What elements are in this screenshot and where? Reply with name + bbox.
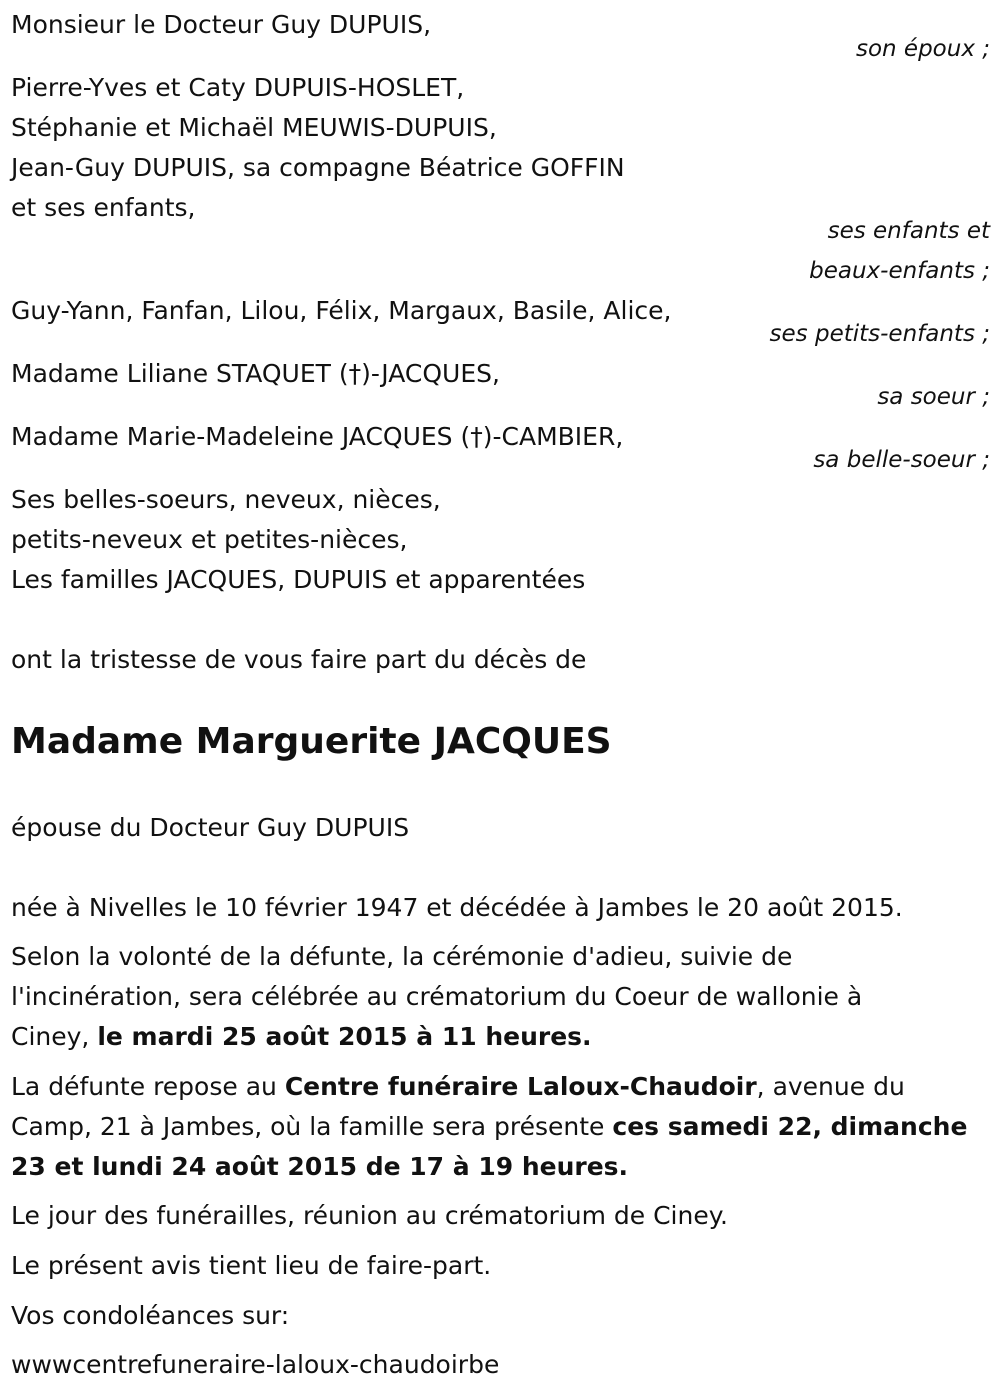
children-line-3: Jean-Guy DUPUIS, sa compagne Béatrice GOFFIN [11,153,625,182]
children-line-2: Stéphanie et Michaël MEUWIS-DUPUIS, [11,113,497,142]
visitation-line-1 [11,1072,905,1102]
children-line-4: et ses enfants, [11,193,196,222]
others-line-3: Les familles JACQUES, DUPUIS et apparentées [11,565,586,594]
grandchildren-names: Guy-Yann, Fanfan, Lilou, Félix, Margaux, Basile, Alice, [11,296,672,325]
ceremony-date: le mardi 25 août 2015 à 11 heures. [97,1022,592,1051]
children-relation-2: beaux-enfants ; [809,258,990,284]
deceased-name: Madame Marguerite JACQUES [11,721,612,762]
condolences-label: Vos condoléances sur: [11,1301,290,1330]
visitation-intro: La défunte repose au [11,1072,285,1101]
others-line-1: Ses belles-soeurs, neveux, nièces, [11,485,441,514]
visitation-line-2 [11,1112,967,1142]
visitation-address-start: , avenue du [756,1072,905,1101]
visitation-address: Camp, 21 à Jambes, où la famille sera présente [11,1112,613,1141]
sister-relation: sa soeur ; [877,384,990,410]
funeral-day-line: Le jour des funérailles, réunion au crématorium de Ciney. [11,1201,728,1230]
spouse-line: épouse du Docteur Guy DUPUIS [11,813,410,842]
sister-in-law-name: Madame Marie-Madeleine JACQUES (†)-CAMBIER, [11,422,624,451]
ceremony-line-2: l'incinération, sera célébrée au crématorium du Coeur de wallonie à [11,982,863,1011]
husband-name: Monsieur le Docteur Guy DUPUIS, [11,10,432,39]
visitation-days: ces samedi 22, dimanche [612,1112,968,1141]
funeral-home-name: Centre funéraire Laloux-Chaudoir [284,1072,757,1101]
ceremony-line-3 [11,1022,592,1052]
ceremony-line-1: Selon la volonté de la défunte, la cérémonie d'adieu, suivie de [11,942,793,971]
website-link[interactable]: wwwcentrefuneraire-laloux-chaudoirbe [11,1350,500,1379]
others-line-2: petits-neveux et petites-nièces, [11,525,408,554]
sister-in-law-relation: sa belle-soeur ; [813,447,990,473]
birth-death-line: née à Nivelles le 10 février 1947 et décédée à Jambes le 20 août 2015. [11,893,903,922]
children-relation-1: ses enfants et [827,218,990,244]
visitation-line-3 [11,1152,628,1182]
children-line-1: Pierre-Yves et Caty DUPUIS-HOSLET, [11,73,465,102]
ceremony-place-text: Ciney, [11,1022,98,1051]
visitation-dates-hours: 23 et lundi 24 août 2015 de 17 à 19 heures. [11,1152,629,1181]
sister-name: Madame Liliane STAQUET (†)-JACQUES, [11,359,500,388]
husband-relation: son époux ; [855,36,990,62]
notice-line: Le présent avis tient lieu de faire-part. [11,1251,492,1280]
announcement-text: ont la tristesse de vous faire part du décès de [11,645,587,674]
grandchildren-relation: ses petits-enfants ; [769,321,990,347]
